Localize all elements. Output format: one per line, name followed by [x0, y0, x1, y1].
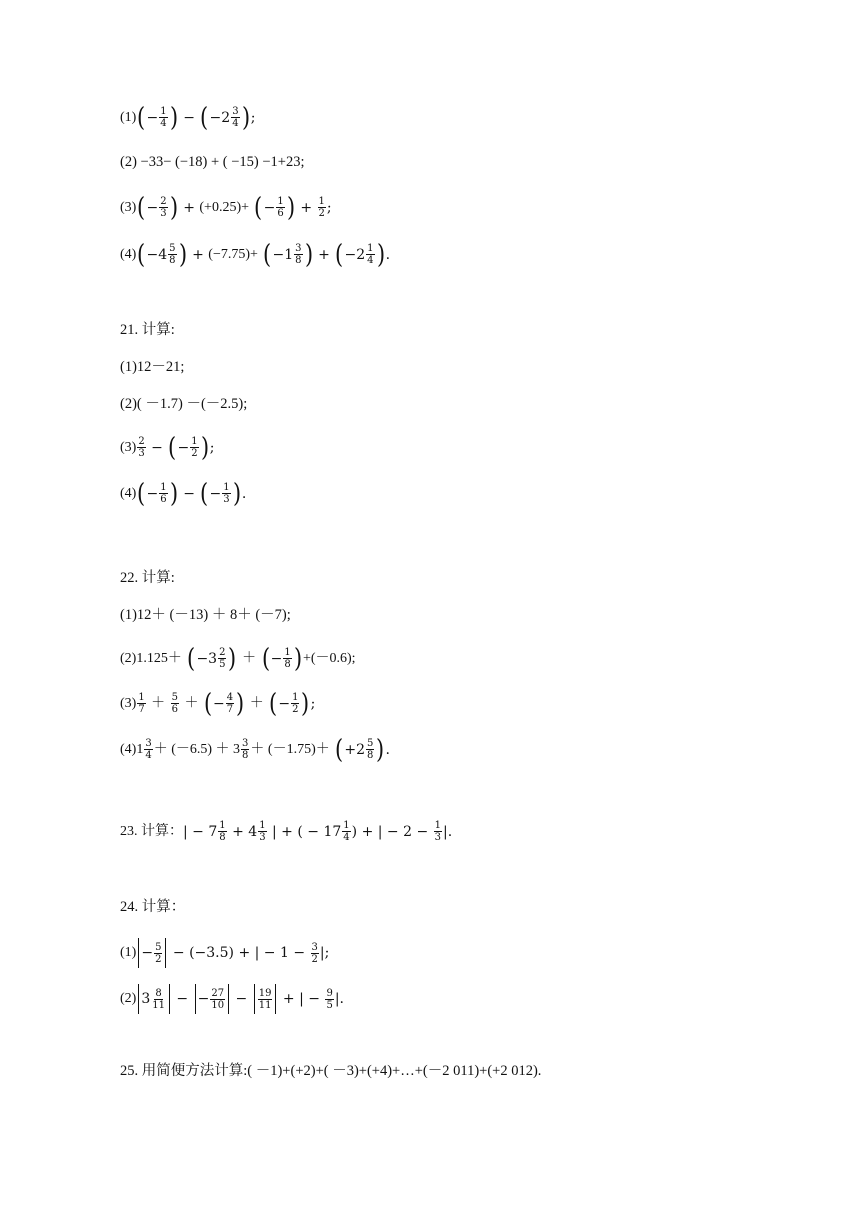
problem-24-item-1: (1) − $\frac{5}{2}$ − (−3.5) + | − 1 − $\frac{3}{2}$ |; [120, 938, 329, 968]
problem-21-item-1: (1)12－21; [120, 359, 185, 375]
problem-22-title: 22. 计算: [120, 570, 175, 586]
problem-24-item-2: (2) 3 $\frac{8}{11}$ − − $\frac{27}{10}$ − $\frac{19}{11}$ + | − $\frac{9}{5}$ |. [120, 984, 344, 1014]
problem-21-title: 21. 计算: [120, 322, 175, 338]
problem-21-item-4: (4) ( − $\frac{1}{6}$ ) − ( − $\frac{1}{3}$ ) . [120, 478, 247, 509]
problem-22-item-2: (2)1.125＋ ( −3 $\frac{2}{5}$ ) ＋ ( − $\frac{1}{8}$ ) +(－0.6); [120, 643, 356, 674]
problem-21-item-2: (2)( －1.7) －(－2.5); [120, 396, 248, 412]
problem-20-item-2: (2) −33− (−18) + ( −15) −1+23; [120, 154, 305, 170]
problem-20-item-4: (4) ( −4 $\frac{5}{8}$ ) + (−7.75)+ ( −1 $\frac{3}{8}$ ) + ( −2 $\frac{1}{4}$ ) . [120, 239, 391, 270]
problem-22-item-4: (4)1 $\frac{3}{4}$ ＋ (－6.5) ＋ 3 $\frac{3}{8}$ ＋ (－1.75)＋ ( +2 $\frac{5}{8}$ ) . [120, 734, 390, 765]
problem-20-item-3: (3) ( − $\frac{2}{3}$ ) + (+0.25)+ ( − $\frac{1}{6}$ ) + $\frac{1}{2}$ ; [120, 192, 332, 223]
problem-25: 25. 用简便方法计算:( －1)+(+2)+( －3)+(+4)+…+(－2 011)+(+2 012). [120, 1063, 542, 1079]
problem-22-item-1: (1)12＋ (－13) ＋ 8＋ (－7); [120, 607, 291, 623]
problem-20-item-1: (1) ( − $\frac{1}{4}$ ) − ( −2 $\frac{3}{4}$ ) ; [120, 102, 256, 133]
problem-22-item-3: (3) $\frac{1}{7}$ ＋ $\frac{5}{6}$ ＋ ( − $\frac{4}{7}$ ) ＋ ( − $\frac{1}{2}$ ) ; [120, 688, 316, 719]
problem-21-item-3: (3) $\frac{2}{3}$ − ( − $\frac{1}{2}$ ) ; [120, 432, 215, 463]
problem-23: 23. 计算： | − 7 $\frac{1}{8}$ + 4 $\frac{1}{3}$ | + ( − 17 $\frac{1}{4}$ ) + | − 2 − $\frac{1}{3}$ |. [120, 820, 453, 843]
problem-24-title: 24. 计算： [120, 899, 186, 915]
